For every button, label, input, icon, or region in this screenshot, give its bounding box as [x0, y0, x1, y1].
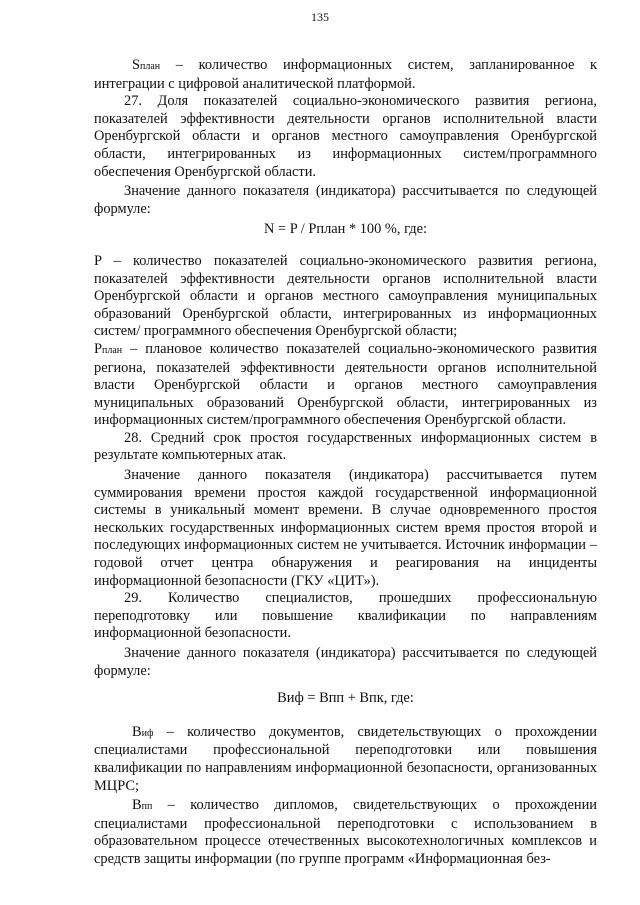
paragraph-v-pp-definition [94, 797, 597, 868]
formula-n: N = P / Pплан * 100 %, где: [264, 221, 427, 238]
formula-v: Виф = Впп + Впк, где: [277, 690, 414, 707]
paragraph-p-plan-definition [94, 341, 597, 430]
symbol-s-subscript: план [140, 61, 161, 72]
paragraph-p-definition: P – количество показателей социально-экономического развития региона, показателей эффективности деятельности органов исполнительной власти Оренбургской области и органов местного самоуправления муниципальных образований Оренбургской области, интегрированных из информационных систем/ программного обеспечения Оренбургской области; [94, 252, 597, 340]
symbol-v-subscript: пп [141, 801, 153, 813]
symbol-p: P [94, 340, 103, 357]
symbol-v-subscript: иф [141, 727, 154, 739]
definition-text: – плановое количество показателей социально-экономического развития региона, показателей эффективности деятельности органов исполнительной власти Оренбургской области и органов местного самоуправления муниципальных образований Оренбургской области, интегрированных из информационных систем/программного обеспечения Оренбургской области. [94, 340, 597, 429]
definition-text: – количество информационных систем, запланированное к интеграции с цифровой аналитической платформой. [94, 57, 597, 92]
symbol-v: В [132, 723, 142, 740]
document-body [94, 57, 597, 869]
definition-text: – количество документов, свидетельствующих о прохождении специалистами профессиональной переподготовки или повышения квалификации по направлениям информационной безопасности, организованных МЦРС; [94, 723, 597, 794]
symbol-s: S [132, 57, 141, 73]
paragraph-v-if-definition [94, 724, 597, 795]
symbol-v: В [132, 797, 142, 814]
paragraph-item-28: 28. Средний срок простоя государственных информационных систем в результате компьютерных атак. [94, 429, 597, 464]
page-number: 135 [311, 10, 329, 24]
paragraph-s-plan-definition [94, 57, 597, 93]
definition-text: – количество дипломов, свидетельствующих о прохождении специалистами профессиональной переподготовки с использованием в образовательном процессе отечественных высокотехнологичных комплексов и средств защиты информации (по группе программ «Информационная без- [94, 797, 597, 867]
paragraph-item-27: 27. Доля показателей социально-экономического развития региона, показателей эффективности деятельности органов исполнительной власти Оренбургской области и органов местного самоуправления Оренбургской области, интегрированных из информационных систем/программного обеспечения Оренбургской области. [94, 93, 597, 180]
paragraph-item-29: 29. Количество специалистов, прошедших профессиональную переподготовку или повышение квалификации по направлениям информационной безопасности. [94, 590, 597, 642]
symbol-p-subscript: план [102, 344, 123, 356]
paragraph-item-28-calc: Значение данного показателя (индикатора) рассчитывается путем суммирования времени простоя каждой государственной информационной системы в уникальный момент времени. В случае одновременного простоя нескольких государственных информационных систем время простоя второй и последующих информационных систем не учитывается. Источник информации – годовой отчет центра обнаружения и реагирования на инциденты информационной безопасности (ГКУ «ЦИТ»). [94, 467, 597, 589]
paragraph-formula-intro-1: Значение данного показателя (индикатора) рассчитывается по следующей формуле: [94, 183, 597, 217]
paragraph-formula-intro-2: Значение данного показателя (индикатора) рассчитывается по следующей формуле: [94, 645, 597, 679]
